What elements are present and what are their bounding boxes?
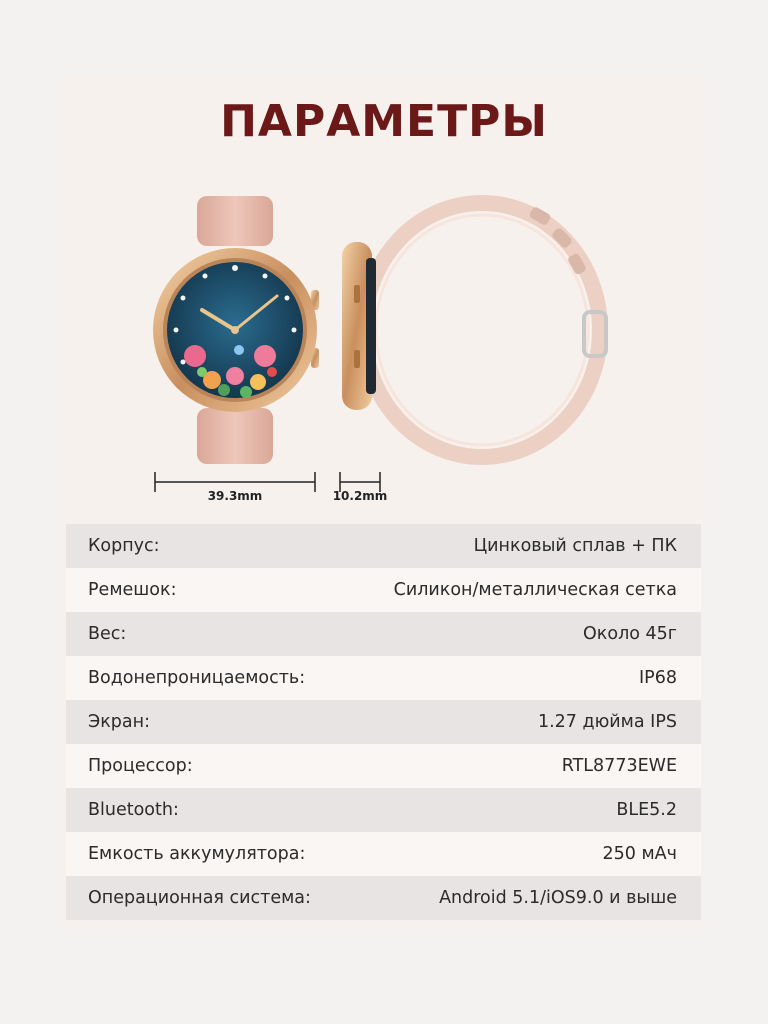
spec-value: Android 5.1/iOS9.0 и выше — [439, 888, 677, 908]
spec-value: Около 45г — [583, 624, 677, 644]
spec-row-bluetooth — [66, 788, 701, 832]
spec-row-case — [66, 524, 701, 568]
side-button-bottom — [354, 350, 360, 368]
spec-row-waterproof — [66, 656, 701, 700]
watch-front-view — [153, 196, 319, 464]
side-button-top — [354, 285, 360, 303]
spec-label: Операционная система: — [88, 888, 311, 908]
spec-value: IP68 — [639, 668, 677, 688]
spec-label: Экран: — [88, 712, 150, 732]
spec-row-os — [66, 876, 701, 920]
spec-label: Водонепроницаемость: — [88, 668, 306, 688]
spec-row-weight — [66, 612, 701, 656]
hand-pivot — [231, 326, 239, 334]
watch-side-view — [342, 203, 606, 457]
strap-loop-inner — [376, 215, 588, 445]
strap-holes — [528, 206, 587, 276]
spec-label: Процессор: — [88, 756, 193, 776]
product-illustration — [62, 180, 702, 510]
spec-label: Bluetooth: — [88, 800, 179, 820]
side-screen — [366, 258, 376, 394]
upper-strap — [197, 196, 273, 246]
spec-row-processor — [66, 744, 701, 788]
spec-value: RTL8773EWE — [561, 756, 677, 776]
spec-value: Силикон/металлическая сетка — [393, 580, 677, 600]
thickness-dimension-label: 10.2mm — [332, 489, 388, 503]
spec-label: Емкость аккумулятора: — [88, 844, 306, 864]
spec-value: 1.27 дюйма IPS — [537, 712, 677, 732]
spec-value: BLE5.2 — [616, 800, 677, 820]
spec-label: Корпус: — [88, 536, 160, 556]
spec-table — [66, 524, 701, 920]
spec-row-screen — [66, 700, 701, 744]
spec-label: Ремешок: — [88, 580, 177, 600]
spec-label: Вес: — [88, 624, 127, 644]
width-dimension-label: 39.3mm — [207, 489, 263, 503]
lower-strap — [197, 408, 273, 464]
spec-value: 250 мАч — [602, 844, 677, 864]
spec-row-battery — [66, 832, 701, 876]
page-title: ПАРАМЕТРЫ — [220, 96, 548, 147]
spec-value: Цинковый сплав + ПК — [473, 536, 677, 556]
spec-row-strap — [66, 568, 701, 612]
